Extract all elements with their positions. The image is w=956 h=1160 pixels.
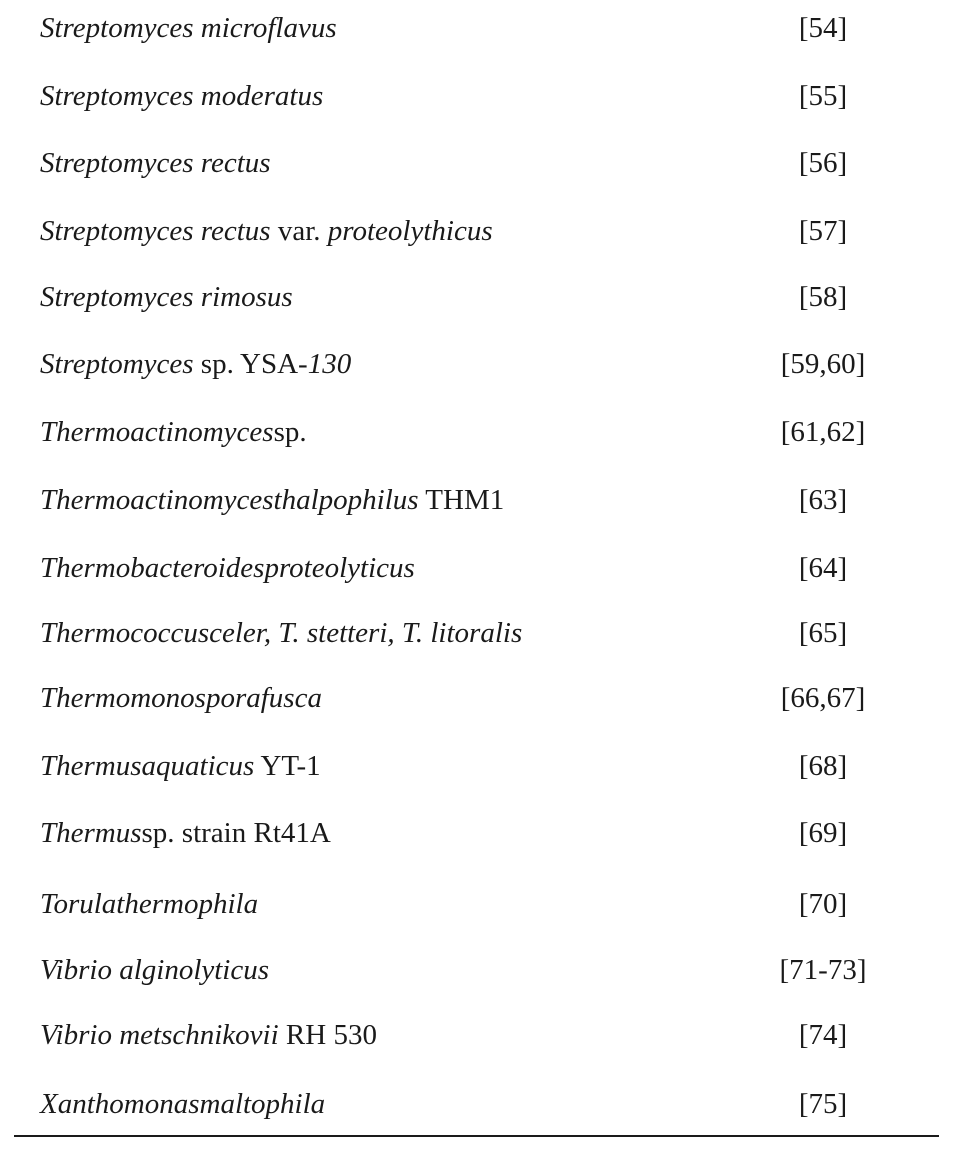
- table-row: [0, 813, 956, 853]
- table-row: [0, 76, 956, 116]
- organism-name: [40, 412, 307, 452]
- reference-number: [58]: [798, 281, 848, 313]
- organism-name: [40, 211, 493, 251]
- table-row: [0, 884, 956, 924]
- table-row: [0, 344, 956, 384]
- table-row: [0, 143, 956, 183]
- table-row: [0, 277, 956, 317]
- table-row: [0, 1015, 956, 1055]
- organism-name-roman: RH 530: [278, 1019, 377, 1051]
- reference-number: [54]: [798, 12, 848, 44]
- organism-name: [40, 813, 331, 853]
- reference-number: [57]: [798, 215, 848, 247]
- reference-number: [65]: [798, 617, 848, 649]
- organism-name: [40, 1084, 325, 1124]
- table-row: [0, 211, 956, 251]
- organism-name-roman: YT-1: [254, 750, 321, 782]
- reference-number: [75]: [798, 1088, 848, 1120]
- reference-number: [56]: [798, 147, 848, 179]
- table-row: [0, 8, 956, 48]
- organism-name: [40, 678, 322, 718]
- organism-name-italic: Streptomyces rimosus: [40, 281, 293, 313]
- table-row: [0, 678, 956, 718]
- organism-name: [40, 143, 271, 183]
- table-row: [0, 412, 956, 452]
- organism-name: [40, 548, 415, 588]
- organism-name: [40, 277, 293, 317]
- table-bottom-rule: [14, 1135, 939, 1137]
- organism-name-roman: sp.: [273, 416, 307, 448]
- organism-name-italic: Thermoactinomyces: [40, 416, 274, 448]
- organism-name-italic: Streptomyces moderatus: [40, 80, 324, 112]
- reference-number: [61,62]: [780, 416, 866, 448]
- organism-name-italic: Thermobacteroidesproteolyticus: [40, 552, 415, 584]
- reference-number: [70]: [798, 888, 848, 920]
- organism-name-italic: Xanthomonasmaltophila: [40, 1088, 326, 1120]
- reference-number: [55]: [798, 80, 848, 112]
- organism-name-roman: sp. YSA-: [193, 348, 308, 380]
- organism-name-italic: Streptomyces rectus: [40, 147, 271, 179]
- organism-name: [40, 746, 321, 786]
- reference-number: [59,60]: [780, 348, 866, 380]
- table-row: [0, 1084, 956, 1124]
- organism-name-italic: Thermusaquaticus: [40, 750, 255, 782]
- organism-name-italic: Thermus: [40, 817, 142, 849]
- reference-number: [66,67]: [780, 682, 866, 714]
- organism-name-italic: Thermomonosporafusca: [40, 682, 322, 714]
- organism-name-roman: THM1: [418, 484, 505, 516]
- reference-number: [71-73]: [779, 954, 867, 986]
- organism-name: [40, 8, 337, 48]
- organism-name-italic: Thermoactinomycesthalpophilus: [40, 484, 419, 516]
- organism-name: [40, 950, 269, 990]
- organism-name-italic: Thermococcusceler, T. stetteri, T. litoralis: [40, 617, 523, 649]
- reference-number: [64]: [798, 552, 848, 584]
- organism-name-italic: Streptomyces: [40, 348, 194, 380]
- organism-name: [40, 480, 504, 520]
- organism-name-roman: sp. strain Rt41A: [141, 817, 331, 849]
- reference-number: [68]: [798, 750, 848, 782]
- reference-number: [69]: [798, 817, 848, 849]
- organism-name: [40, 76, 323, 116]
- organism-name-italic: Torulathermophila: [40, 888, 259, 920]
- organism-name: [40, 613, 522, 653]
- organism-name-italic: Vibrio alginolyticus: [40, 954, 270, 986]
- organism-name-roman: var.: [270, 215, 328, 247]
- table-row: [0, 950, 956, 990]
- organism-name-italic: Vibrio metschnikovii: [40, 1019, 279, 1051]
- organism-name: [40, 344, 351, 384]
- organism-name: [40, 1015, 377, 1055]
- organism-name-italic: Streptomyces rectus: [40, 215, 271, 247]
- organism-name-italic: 130: [307, 348, 352, 380]
- table-row: [0, 746, 956, 786]
- organism-name-italic: proteolythicus: [327, 215, 493, 247]
- reference-number: [74]: [798, 1019, 848, 1051]
- table-row: [0, 548, 956, 588]
- reference-number: [63]: [798, 484, 848, 516]
- organism-name: [40, 884, 258, 924]
- table-row: [0, 613, 956, 653]
- table-row: [0, 480, 956, 520]
- organism-name-italic: Streptomyces microflavus: [40, 12, 337, 44]
